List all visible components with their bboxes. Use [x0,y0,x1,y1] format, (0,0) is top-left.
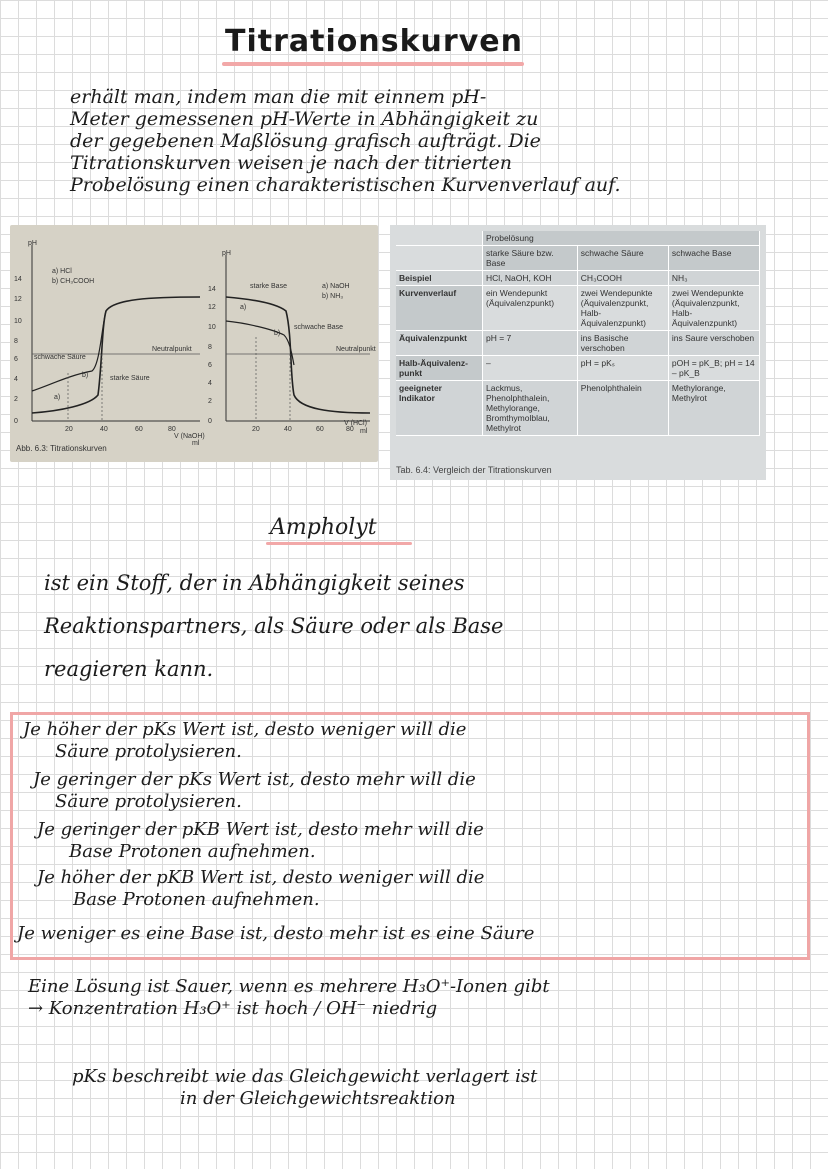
rule-line: Base Protonen aufnehmen. [73,889,320,910]
left-xtick: 60 [135,426,143,433]
left-x-label: V (NaOH) [174,433,205,440]
right-yticks [208,286,216,425]
right-legend-a: a) NaOH [322,283,350,290]
left-xtick: 80 [168,426,176,433]
note-line: Eine Lösung ist Sauer, wenn es mehrere H₃O⁺-Ionen gibt [28,976,550,997]
acid-solution-note [28,976,550,1020]
left-xticks [65,426,176,433]
comparison-table-figure [390,225,766,480]
rule-line: Je geringer der pKs Wert ist, desto mehr will die [33,769,476,790]
left-legend-b: b) CH₃COOH [52,278,95,285]
left-x-unit: ml [192,440,200,447]
right-weak-base-label: schwache Base [294,324,344,331]
left-ytick: 14 [14,276,22,283]
ampholyt-line: Reaktionspartners, als Säure oder als Base [44,614,504,638]
curve-strong-base [226,297,370,413]
pks-note [72,1066,537,1110]
table-row: Halb-Äquivalenz-punkt – pH = pKₛ pOH = pK_B; pH = 14 – pK_B [396,356,760,381]
curve-weak-base [226,321,294,365]
intro-paragraph [70,86,810,196]
right-curve-a-label: a) [240,304,247,311]
right-neutral-label: Neutralpunkt [336,346,376,353]
right-ytick: 0 [208,418,212,425]
left-legend-a: a) HCl [52,268,72,275]
right-curve-b-label: b) [274,330,281,337]
right-ytick: 14 [208,286,216,293]
right-xtick: 80 [346,426,354,433]
note-line: pKs beschreibt wie das Gleichgewicht verlagert ist [72,1066,538,1087]
rule-line: Je geringer der pKB Wert ist, desto mehr will die [37,819,484,840]
right-ytick: 8 [208,344,212,351]
intro-line: erhält man, indem man die mit einnem pH- [70,86,487,108]
intro-line: Meter gemessenen pH-Werte in Abhängigkeit zu [70,108,539,130]
page-title: Titrationskurven [225,24,523,59]
rule-line: Je höher der pKB Wert ist, desto weniger will die [37,867,485,888]
left-xtick: 20 [65,426,73,433]
left-neutral-label: Neutralpunkt [152,346,192,353]
comparison-table [396,231,760,436]
right-xtick: 40 [284,426,292,433]
left-ytick: 6 [14,356,18,363]
rule-line: Base Protonen aufnehmen. [69,841,316,862]
table-col-header: schwache Base [668,246,759,271]
table-row: Kurvenverlauf ein Wendepunkt (Äquivalenzpunkt) zwei Wendepunkte (Äquivalenzpunkt, Halb-Äquivalenzpunkt) zwei Wendepunkte (Äquivalenzpunkt, Halb-Äquivalenzpunkt) [396,286,760,331]
ampholyt-line: reagieren kann. [44,657,214,681]
left-yticks [14,276,22,425]
note-line: → Konzentration H₃O⁺ ist hoch / OH⁻ niedrig [28,998,438,1019]
intro-line: Titrationskurven weisen je nach der titrierten [70,152,513,174]
note-line: in der Gleichgewichtsreaktion [180,1088,456,1109]
left-ytick: 4 [14,376,18,383]
right-xticks [252,426,354,433]
left-ytick: 8 [14,338,18,345]
titration-curves-figure [10,225,378,462]
ampholyt-definition [44,562,804,691]
table-row: Äquivalenzpunkt pH = 7 ins Basische verschoben ins Saure verschoben [396,331,760,356]
right-legend-b: b) NH₃ [322,293,344,300]
right-x-label: V (HCl) [344,420,367,427]
rule-line: Säure protolysieren. [55,741,242,762]
left-ytick: 12 [14,296,22,303]
figure-caption: Abb. 6.3: Titrationskurven [16,444,107,453]
right-ytick: 12 [208,304,216,311]
right-ytick: 4 [208,380,212,387]
table-col-header: schwache Säure [577,246,668,271]
rule-line: Säure protolysieren. [55,791,242,812]
right-ytick: 2 [208,398,212,405]
right-x-unit: ml [360,428,368,435]
table-header-group: Probelösung [483,231,760,246]
left-y-label: pH [28,240,37,247]
table-caption: Tab. 6.4: Vergleich der Titrationskurven [396,465,552,475]
left-xtick: 40 [100,426,108,433]
left-ytick: 10 [14,318,22,325]
left-curve-b-label: b) [82,372,89,379]
right-y-label: pH [222,250,231,257]
ampholyt-heading: Ampholyt [270,515,377,540]
left-strong-acid-label: starke Säure [110,375,150,382]
right-xtick: 20 [252,426,260,433]
left-curve-a-label: a) [54,394,61,401]
pk-rules-box [10,712,810,960]
table-col-header: starke Säure bzw. Base [483,246,578,271]
left-ytick: 2 [14,396,18,403]
left-ytick: 0 [14,418,18,425]
right-ytick: 6 [208,362,212,369]
table-row: geeigneter Indikator Lackmus, Phenolphthalein, Methylorange, Bromthymolblau, Methylrot Phenolphthalein Methylorange, Methylrot [396,381,760,436]
title-underline [222,62,524,66]
ampholyt-underline [266,542,412,545]
right-ytick: 10 [208,324,216,331]
right-strong-base-label: starke Base [250,283,287,290]
intro-line: der gegebenen Maßlösung grafisch aufträgt. Die [70,130,541,152]
right-xtick: 60 [316,426,324,433]
table-row: Beispiel HCl, NaOH, KOH CH₃COOH NH₃ [396,271,760,286]
rule-line: Je höher der pKs Wert ist, desto weniger will die [23,719,467,740]
curve-weak-acid [32,311,106,391]
left-weak-acid-label: schwache Säure [34,354,86,361]
rule-line: Je weniger es eine Base ist, desto mehr ist es eine Säure [17,923,535,944]
ampholyt-line: ist ein Stoff, der in Abhängigkeit seines [44,571,465,595]
intro-line: Probelösung einen charakteristischen Kurvenverlauf auf. [70,174,621,196]
